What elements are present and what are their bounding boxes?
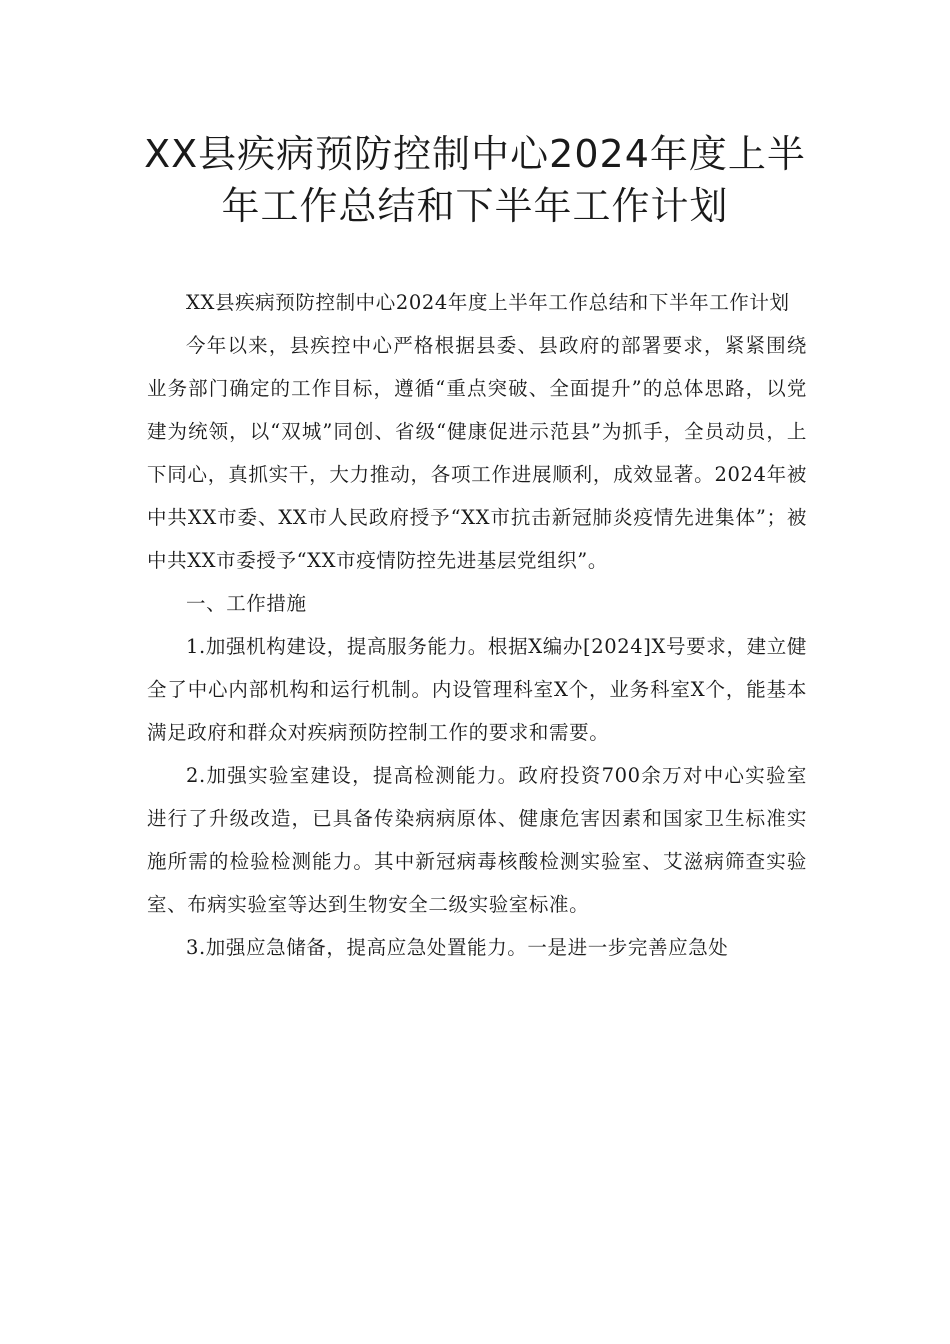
intro-paragraph: 今年以来，县疾控中心严格根据县委、县政府的部署要求，紧紧围绕业务部门确定的工作目标，遵循“重点突破、全面提升”的总体思路，以党建为统领，以“双城”同创、省级“健康促进示范县”为抓手，全员动员，上下同心，真抓实干，大力推动，各项工作进展顺利，成效显著。2024年被中共XX市委、XX市人民政府授予“XX市抗击新冠肺炎疫情先进集体”；被中共XX市委授予“XX市疫情防控先进基层党组织”。 xyxy=(147,334,807,572)
measure-paragraph-3: 3.加强应急储备，提高应急处置能力。一是进一步完善应急处 xyxy=(186,936,729,959)
subtitle-paragraph: XX县疾病预防控制中心2024年度上半年工作总结和下半年工作计划 xyxy=(186,291,790,314)
title-line-1: XX县疾病预防控制中心2024年度上半 xyxy=(144,132,806,176)
measure-paragraph-2: 2.加强实验室建设，提高检测能力。政府投资700余万对中心实验室进行了升级改造，已具备传染病病原体、健康危害因素和国家卫生标准实施所需的检验检测能力。其中新冠病毒核酸检测实验室、艾滋病筛查实验室、布病实验室等达到生物安全二级实验室标准。 xyxy=(147,764,807,916)
document-title xyxy=(120,128,830,232)
section-heading: 一、工作措施 xyxy=(186,592,307,615)
measure-paragraph-1: 1.加强机构建设，提高服务能力。根据X编办[2024]X号要求，建立健全了中心内部机构和运行机制。内设管理科室X个，业务科室X个，能基本满足政府和群众对疾病预防控制工作的要求和需要。 xyxy=(147,635,807,744)
title-line-2: 年工作总结和下半年工作计划 xyxy=(221,184,729,228)
document-body xyxy=(147,281,807,969)
